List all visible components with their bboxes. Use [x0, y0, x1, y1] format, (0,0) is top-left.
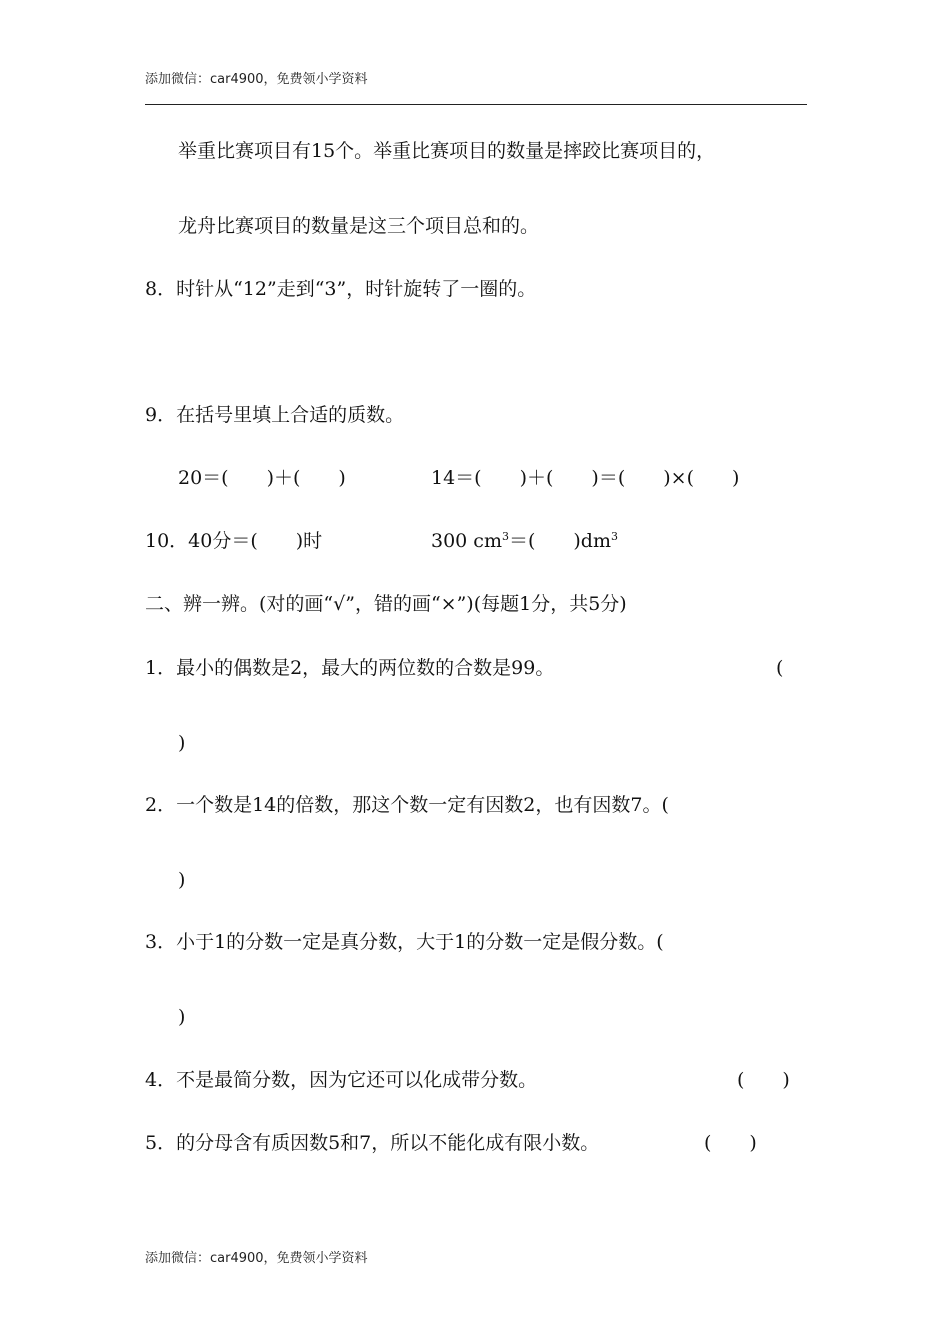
judge-item-2-close-bracket: ) [178, 869, 186, 891]
q9-equation-1: 20＝( )＋( ) [178, 467, 346, 489]
judge-item-1-text: 1．最小的偶数是2，最大的两位数的合数是99。 [145, 657, 555, 679]
q10-part2-mid: ＝( )dm [508, 530, 611, 552]
q10-part1: 10．40分＝( )时 [145, 530, 323, 552]
judge-item-1-open-bracket: ( [776, 657, 784, 679]
judge-item-5-text: 5．的分母含有质因数5和7，所以不能化成有限小数。 [145, 1132, 600, 1154]
q9-equation-2: 14＝( )＋( )＝( )×( ) [431, 467, 740, 489]
header-watermark: 添加微信：car4900，免费领小学资料 [145, 72, 368, 87]
judge-item-5-bracket: ( ) [704, 1132, 757, 1154]
footer-watermark: 添加微信：car4900，免费领小学资料 [145, 1251, 368, 1266]
q8-text: 8．时针从“12”走到“3”，时针旋转了一圈的。 [145, 278, 537, 300]
judge-item-4-bracket: ( ) [737, 1069, 790, 1091]
judge-item-3-close-bracket: ) [178, 1006, 186, 1028]
q7-line2: 龙舟比赛项目的数量是这三个项目总和的。 [178, 215, 540, 237]
section2-heading: 二、辨一辨。(对的画“√”，错的画“×”)(每题1分，共5分) [145, 593, 627, 615]
judge-item-1-close-bracket: ) [178, 732, 186, 754]
judge-item-2-text: 2．一个数是14的倍数，那这个数一定有因数2，也有因数7。( [145, 794, 669, 816]
judge-item-4-text: 4．不是最简分数，因为它还可以化成带分数。 [145, 1069, 538, 1091]
q10-part2 [431, 528, 618, 554]
q10-exp-1: 3 [501, 530, 509, 543]
q7-line1: 举重比赛项目有15个。举重比赛项目的数量是摔跤比赛项目的， [178, 140, 716, 162]
header-rule [145, 104, 807, 105]
q10-exp-2: 3 [610, 530, 618, 543]
judge-item-3-text: 3．小于1的分数一定是真分数，大于1的分数一定是假分数。( [145, 931, 664, 953]
q9-text: 9．在括号里填上合适的质数。 [145, 404, 405, 426]
q10-part2-base: 300 cm [431, 530, 502, 552]
